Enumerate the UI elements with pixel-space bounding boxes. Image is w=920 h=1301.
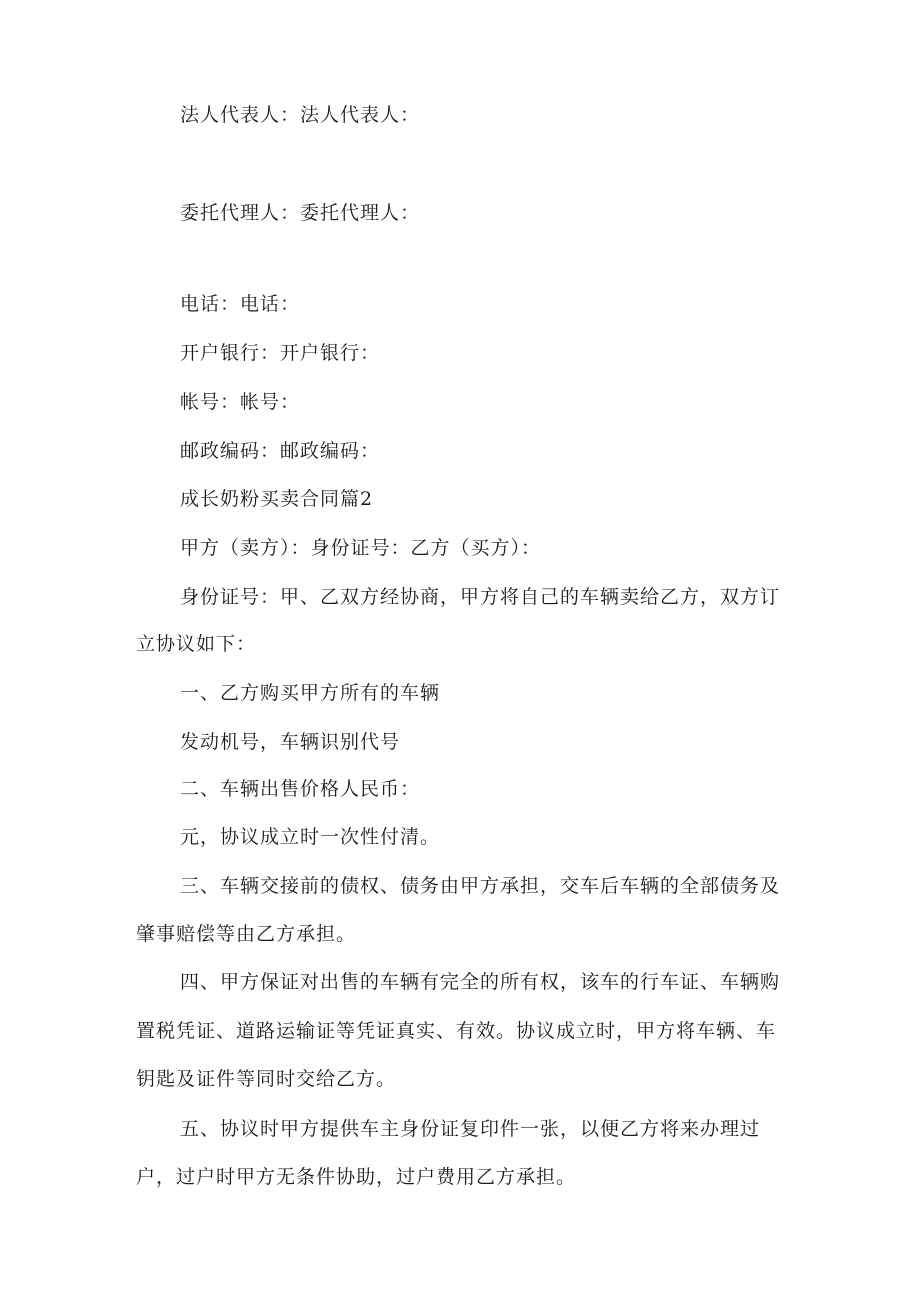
clause-4-line: 四、甲方保证对出售的车辆有完全的所有权，该车的行车证、车辆购 bbox=[180, 971, 781, 993]
paragraph-line: 身份证号：甲、乙双方经协商，甲方将自己的车辆卖给乙方，双方订 bbox=[180, 586, 781, 608]
clause-1-line: 一、乙方购买甲方所有的车辆 bbox=[180, 682, 441, 704]
authorized-agent-line: 委托代理人：委托代理人： bbox=[180, 202, 421, 224]
section-heading: 成长奶粉买卖合同篇2 bbox=[180, 488, 374, 510]
phone-line: 电话：电话： bbox=[180, 293, 301, 315]
legal-representative-line: 法人代表人：法人代表人： bbox=[180, 104, 421, 126]
paragraph-line: 发动机号，车辆识别代号 bbox=[180, 731, 401, 753]
paragraph-line: 钥匙及证件等同时交给乙方。 bbox=[136, 1068, 397, 1090]
bank-line: 开户银行：开户银行： bbox=[180, 342, 381, 364]
postal-code-line: 邮政编码：邮政编码： bbox=[180, 440, 381, 462]
paragraph-line: 肇事赔偿等由乙方承担。 bbox=[136, 923, 357, 945]
clause-2-line: 二、车辆出售价格人民币： bbox=[180, 778, 421, 800]
parties-line: 甲方（卖方）：身份证号：乙方（买方）： bbox=[180, 537, 542, 559]
paragraph-line: 元，协议成立时一次性付清。 bbox=[180, 826, 441, 848]
paragraph-line: 户，过户时甲方无条件协助，过户费用乙方承担。 bbox=[136, 1166, 577, 1188]
paragraph-line: 立协议如下： bbox=[136, 633, 257, 655]
account-line: 帐号：帐号： bbox=[180, 391, 301, 413]
clause-5-line: 五、协议时甲方提供车主身份证复印件一张，以便乙方将来办理过 bbox=[180, 1118, 761, 1140]
clause-3-line: 三、车辆交接前的债权、债务由甲方承担，交车后车辆的全部债务及 bbox=[180, 875, 781, 897]
paragraph-line: 置税凭证、道路运输证等凭证真实、有效。协议成立时，甲方将车辆、车 bbox=[136, 1020, 777, 1042]
